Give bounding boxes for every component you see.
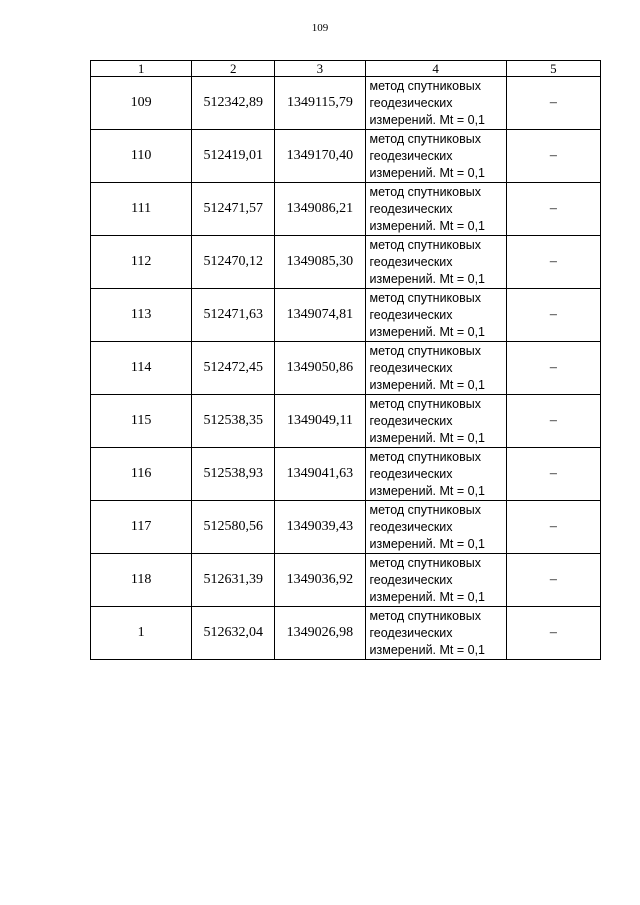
point-number-cell: 109 [91,77,192,130]
y-coordinate-cell: 1349050,86 [275,342,365,395]
x-coordinate-cell: 512631,39 [192,554,275,607]
method-line: геодезических [369,254,453,269]
method-line: метод спутниковых [369,555,481,570]
method-cell [365,342,506,395]
method-cell [365,448,506,501]
method-cell [365,130,506,183]
table-row [91,77,601,130]
x-coordinate-cell: 512342,89 [192,77,275,130]
note-cell: – [506,448,600,501]
coordinates-table [90,60,601,660]
header-col-4: 4 [365,61,506,77]
method-line: метод спутниковых [369,290,481,305]
table-row [91,607,601,660]
table-row [91,236,601,289]
note-cell: – [506,554,600,607]
method-line: геодезических [369,360,453,375]
note-cell: – [506,607,600,660]
y-coordinate-cell: 1349049,11 [275,395,365,448]
header-col-5: 5 [506,61,600,77]
method-cell [365,183,506,236]
y-coordinate-cell: 1349039,43 [275,501,365,554]
y-coordinate-cell: 1349036,92 [275,554,365,607]
point-number-cell: 113 [91,289,192,342]
y-coordinate-cell: 1349026,98 [275,607,365,660]
note-cell: – [506,395,600,448]
header-col-3: 3 [275,61,365,77]
note-cell: – [506,342,600,395]
x-coordinate-cell: 512471,57 [192,183,275,236]
y-coordinate-cell: 1349086,21 [275,183,365,236]
point-number-cell: 118 [91,554,192,607]
method-line: измерений. Mt = 0,1 [369,483,486,498]
table-row [91,289,601,342]
method-line: геодезических [369,307,453,322]
method-cell [365,607,506,660]
y-coordinate-cell: 1349170,40 [275,130,365,183]
table-row [91,554,601,607]
x-coordinate-cell: 512538,35 [192,395,275,448]
method-line: метод спутниковых [369,78,481,93]
point-number-cell: 112 [91,236,192,289]
x-coordinate-cell: 512538,93 [192,448,275,501]
note-cell: – [506,236,600,289]
note-cell: – [506,77,600,130]
x-coordinate-cell: 512580,56 [192,501,275,554]
method-line: измерений. Mt = 0,1 [369,165,486,180]
point-number-cell: 114 [91,342,192,395]
table-row [91,130,601,183]
point-number-cell: 116 [91,448,192,501]
method-line: метод спутниковых [369,184,481,199]
table-header [91,61,601,77]
method-line: геодезических [369,148,453,163]
y-coordinate-cell: 1349041,63 [275,448,365,501]
method-cell [365,77,506,130]
method-line: метод спутниковых [369,131,481,146]
method-line: метод спутниковых [369,502,481,517]
header-col-1: 1 [91,61,192,77]
method-cell [365,554,506,607]
x-coordinate-cell: 512470,12 [192,236,275,289]
method-line: геодезических [369,625,453,640]
note-cell: – [506,183,600,236]
header-col-2: 2 [192,61,275,77]
method-line: измерений. Mt = 0,1 [369,642,486,657]
table-row [91,395,601,448]
method-cell [365,289,506,342]
method-line: измерений. Mt = 0,1 [369,218,486,233]
y-coordinate-cell: 1349085,30 [275,236,365,289]
table-body [91,77,601,660]
method-line: метод спутниковых [369,449,481,464]
method-line: измерений. Mt = 0,1 [369,536,486,551]
method-line: метод спутниковых [369,608,481,623]
x-coordinate-cell: 512471,63 [192,289,275,342]
method-line: измерений. Mt = 0,1 [369,589,486,604]
method-line: геодезических [369,466,453,481]
y-coordinate-cell: 1349115,79 [275,77,365,130]
method-cell [365,501,506,554]
method-line: геодезических [369,413,453,428]
method-line: геодезических [369,572,453,587]
method-line: измерений. Mt = 0,1 [369,430,486,445]
method-line: измерений. Mt = 0,1 [369,377,486,392]
x-coordinate-cell: 512419,01 [192,130,275,183]
note-cell: – [506,501,600,554]
table-row [91,501,601,554]
method-line: измерений. Mt = 0,1 [369,324,486,339]
method-line: измерений. Mt = 0,1 [369,112,486,127]
method-line: метод спутниковых [369,237,481,252]
table-row [91,183,601,236]
point-number-cell: 110 [91,130,192,183]
note-cell: – [506,289,600,342]
table-row [91,448,601,501]
method-cell [365,236,506,289]
table-row [91,342,601,395]
method-line: метод спутниковых [369,343,481,358]
method-line: геодезических [369,519,453,534]
method-line: геодезических [369,201,453,216]
method-line: измерений. Mt = 0,1 [369,271,486,286]
header-row [91,61,601,77]
method-line: геодезических [369,95,453,110]
point-number-cell: 115 [91,395,192,448]
method-cell [365,395,506,448]
point-number-cell: 117 [91,501,192,554]
method-line: метод спутниковых [369,396,481,411]
y-coordinate-cell: 1349074,81 [275,289,365,342]
x-coordinate-cell: 512632,04 [192,607,275,660]
x-coordinate-cell: 512472,45 [192,342,275,395]
point-number-cell: 1 [91,607,192,660]
page-number: 109 [311,22,329,34]
note-cell: – [506,130,600,183]
point-number-cell: 111 [91,183,192,236]
